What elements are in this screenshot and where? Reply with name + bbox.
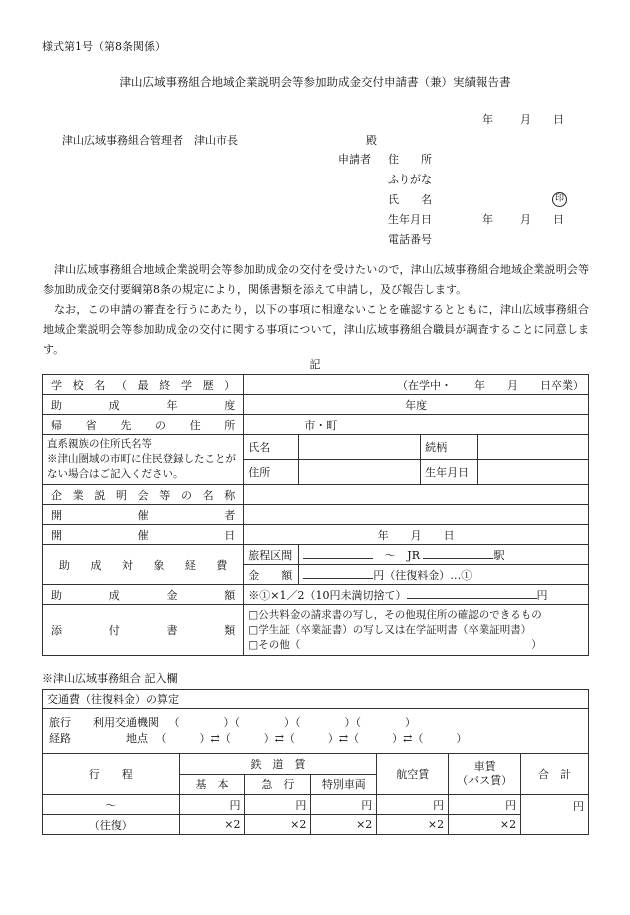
application-table [42,374,589,656]
document-title: 津山広域事務組合地域企業説明会等参加助成金交付申請書（兼）実績報告書 [119,75,511,89]
col-express: 急 行 [245,774,311,795]
amount-blank[interactable] [303,578,373,579]
school-label: 学校名（最終学歴） [43,375,244,395]
relative-name-label: 氏名 [244,435,299,460]
travel-from-blank[interactable] [303,558,373,559]
seal-icon: 印 [552,192,567,207]
fare-table [42,689,589,835]
relative-address-field[interactable] [299,460,421,485]
relative-name-field[interactable] [299,435,421,460]
express-x2: ×2 [245,815,311,835]
event-name-field[interactable] [244,485,589,505]
office-section-heading: ※津山広域事務組合 記入欄 [42,672,178,685]
organizer-label: 開催者 [43,505,244,525]
fare-title: 交通費（往復料金）の算定 [43,690,589,709]
grant-amount-label: 助成金額 [43,585,244,605]
col-special: 特別車両 [311,774,377,795]
ki-heading: 記 [309,358,321,371]
addressee-honorific: 殿 [366,134,377,147]
paragraph-application: 津山広域事務組合地域企業説明会等参加助成金の交付を受けたいので，津山広域事務組合地域企業説明会等参加助成金交付要綱第8条の規定により，関係書類を添えて申請し，及び報告します。 [43,263,589,296]
applicant-furigana-label: ふりがな [388,173,432,186]
travel-jr: JR [407,548,420,562]
air-x2: ×2 [377,815,449,835]
relative-relation-label: 続柄 [421,435,478,460]
relative-address-label: 住所 [244,460,299,485]
applicant-birthdate-label: 生年月日 [388,213,432,226]
transport-blanks[interactable]: （ ）（ ）（ ）（ ） [168,716,416,729]
col-total: 合 計 [521,754,589,795]
relative-label-line1: 直系親族の住所氏名等 [47,438,152,450]
itinerary-round-trip: （往復） [43,815,180,835]
travel-tilde: 〜 [384,548,396,562]
organizer-field[interactable] [244,505,589,525]
bus-x2: ×2 [449,815,521,835]
amount-suffix: 円（往復料金）…① [373,568,473,582]
amount-field[interactable] [299,565,589,585]
col-itinerary: 行 程 [43,754,180,795]
event-name-label: 企業説明会等の名称 [43,485,244,505]
relative-relation-field[interactable] [478,435,589,460]
date-day: 日 [553,113,564,126]
itinerary-tilde[interactable]: 〜 [43,795,180,815]
col-bus-line1: 車賃 [473,760,496,773]
travel-section-label: 旅程区間 [244,545,299,565]
travel-section-field[interactable] [299,545,589,565]
relative-label [43,435,244,485]
relative-birthdate-label: 生年月日 [421,460,478,485]
route-label-transport: 旅行 利用交通機関 [49,716,159,729]
air-yen[interactable]: 円 [377,795,449,815]
event-date-label: 開催日 [43,525,244,545]
grant-year-field[interactable]: 年度 [244,395,589,415]
grant-amount-field[interactable] [244,585,589,605]
col-bus [449,754,521,795]
addressee-name: 津山広域事務組合管理者 津山市長 [62,134,238,147]
attachment-item[interactable]: □その他（ ） [248,638,542,651]
paragraph-consent: なお，この申請の審査を行うにあたり，以下の事項に相違ないことを確認するとともに，津山広域事務組合地域企業説明会等参加助成金の交付に関する事項について，津山広域事務組合職員が調査することに同意します。 [43,303,589,356]
col-air: 航空賃 [377,754,449,795]
basic-yen[interactable]: 円 [179,795,245,815]
amount-label: 金 額 [244,565,299,585]
travel-to-blank[interactable] [423,558,493,559]
travel-station: 駅 [493,548,505,562]
grant-year-label: 助成年度 [43,395,244,415]
attachment-item[interactable]: □公共料金の請求書の写し，その他現住所の確認のできるもの [248,608,542,621]
route-label-points: 経路 地点 [49,732,148,745]
bus-yen[interactable]: 円 [449,795,521,815]
applicant-phone-label: 電話番号 [388,233,432,246]
birth-day: 日 [553,213,564,226]
col-bus-line2: （バス賃） [457,774,513,787]
grant-formula: ※①×1／2（10円未満切捨て） [248,588,407,602]
applicant-address-label: 住 所 [388,153,432,166]
return-address-field[interactable]: 市・町 [244,415,589,435]
birth-year: 年 [482,213,493,226]
col-basic: 基 本 [179,774,245,795]
route-block [43,709,589,754]
form-id: 様式第1号（第8条関係） [42,40,166,53]
expense-label: 助成対象経費 [43,545,244,585]
return-address-label: 帰省先の住所 [43,415,244,435]
attachments-label: 添付書類 [43,605,244,656]
grant-amount-blank[interactable] [407,598,537,599]
total-yen[interactable]: 円 [521,795,589,835]
attachment-item[interactable]: □学生証（卒業証書）の写し又は在学証明書（卒業証明書） [248,623,532,636]
special-yen[interactable]: 円 [311,795,377,815]
date-month: 月 [520,113,531,126]
event-date-field[interactable]: 年 月 日 [244,525,589,545]
birth-month: 月 [520,213,531,226]
school-field[interactable]: （在学中・ 年 月 日卒業） [244,375,589,395]
attachments-list [244,605,589,656]
point-blanks[interactable]: （ ）⇄（ ）⇄（ ）⇄（ ）⇄（ ） [155,732,468,745]
relative-birthdate-field[interactable] [478,460,589,485]
col-rail: 鉄 道 賃 [179,754,377,775]
date-year: 年 [482,113,493,126]
special-x2: ×2 [311,815,377,835]
express-yen[interactable]: 円 [245,795,311,815]
grant-yen: 円 [536,588,548,602]
applicant-name-label: 氏 名 [388,193,432,206]
relative-label-line2: ※津山圏域の市町に住民登録したことがない場合はご記入ください。 [47,453,236,480]
basic-x2: ×2 [179,815,245,835]
applicant-heading: 申請者 [338,153,371,166]
